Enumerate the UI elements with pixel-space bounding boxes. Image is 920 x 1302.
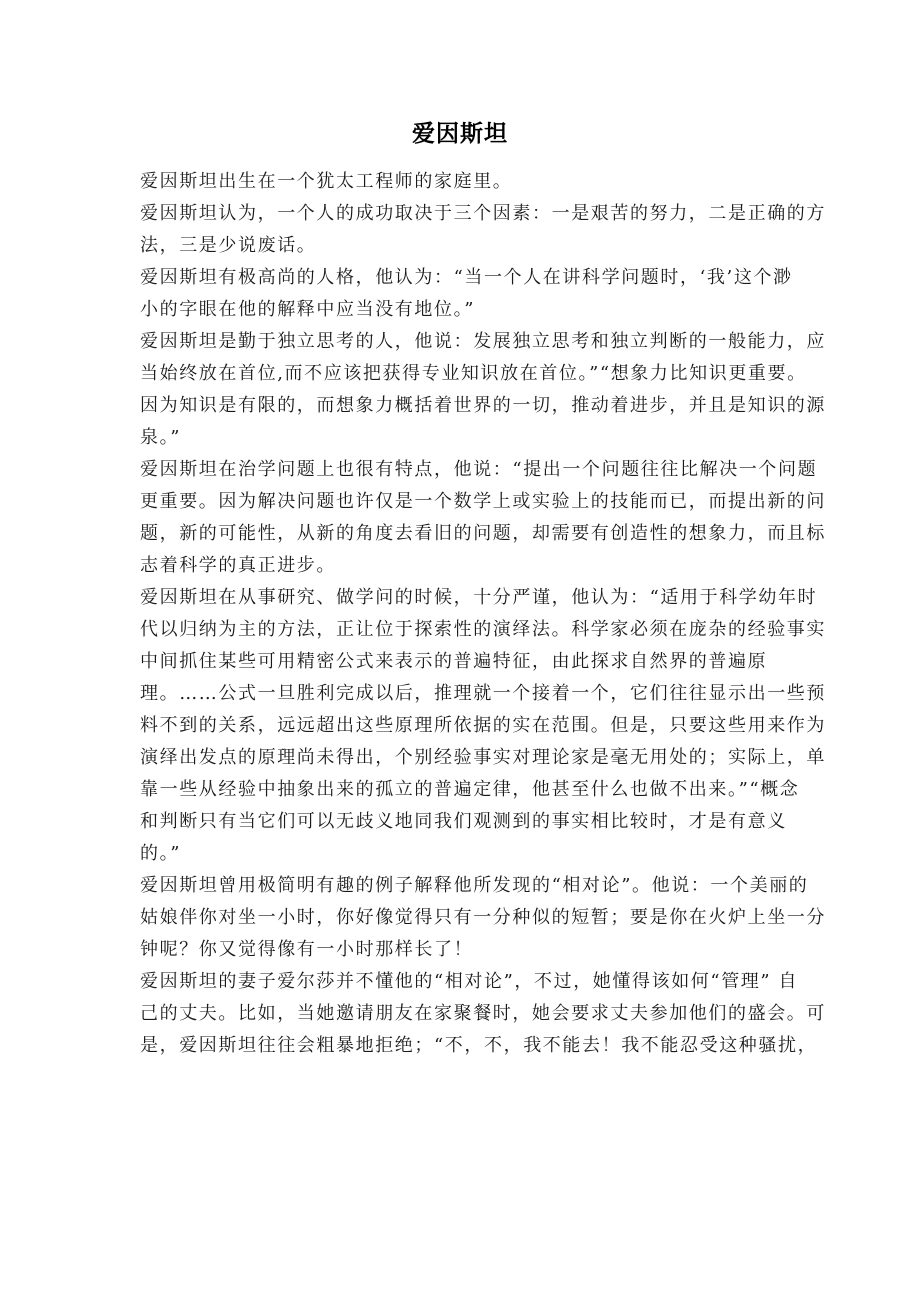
- paragraph-birth: [140, 166, 785, 198]
- document-title: 爱因斯坦: [412, 121, 508, 147]
- text-line: 志着科学的真正进步。: [140, 555, 336, 576]
- text-line: 更重要。因为解决问题也许仅是一个数学上或实验上的技能而已，而提出新的问: [140, 491, 826, 512]
- text-line: 己的丈夫。比如，当她邀请朋友在家聚餐时，她会要求丈夫参加他们的盛会。可: [140, 1003, 826, 1024]
- text-line: 爱因斯坦是勤于独立思考的人，他说：发展独立思考和独立判断的一般能力，应: [140, 331, 826, 352]
- text-line: 爱因斯坦曾用极简明有趣的例子解释他所发现的“相对论”。他说：一个美丽的: [140, 875, 809, 896]
- text-line: 法，三是少说废话。: [140, 235, 317, 256]
- text-line: 爱因斯坦在从事研究、做学问的时候，十分严谨，他认为：“适用于科学幼年时: [140, 587, 818, 608]
- text-line: 爱因斯坦有极高尚的人格，他认为：“当一个人在讲科学问题时，‘我’这个渺: [140, 267, 793, 288]
- text-line: 当始终放在首位,而不应该把获得专业知识放在首位。”“想象力比知识更重要。: [140, 363, 807, 384]
- text-line: 理。……公式一旦胜利完成以后，推理就一个接着一个，它们往往显示出一些预: [140, 683, 826, 704]
- document-body: [140, 166, 826, 1062]
- text-line: 姑娘伴你对坐一小时，你好像觉得只有一分种似的短暂；要是你在火炉上坐一分: [140, 907, 826, 928]
- text-line: 代以归纳为主的方法，正让位于探索性的演绎法。科学家必须在庞杂的经验事实: [140, 619, 826, 640]
- paragraph-wife-elsa: [140, 966, 826, 1062]
- text-line: 题，新的可能性，从新的角度去看旧的问题，却需要有创造性的想象力，而且标: [140, 523, 826, 544]
- text-line: 靠一些从经验中抽象出来的孤立的普遍定律，他甚至什么也做不出来。”“概念: [140, 779, 800, 800]
- text-line: 和判断只有当它们可以无歧义地同我们观测到的事实相比较时，才是有意义: [140, 811, 787, 832]
- text-line: 因为知识是有限的，而想象力概括着世界的一切，推动着进步，并且是知识的源: [140, 395, 826, 416]
- paragraph-character: [140, 262, 793, 326]
- paragraph-independent-thinking: [140, 326, 826, 454]
- paragraph-rigor: [140, 582, 826, 870]
- text-line: 爱因斯坦认为，一个人的成功取决于三个因素：一是艰苦的努力，二是正确的方: [140, 203, 826, 224]
- text-line: 料不到的关系，远远超出这些原理所依据的实在范围。但是，只要这些用来作为: [140, 715, 826, 736]
- paragraph-success-factors: [140, 198, 826, 262]
- text-line: 演绎出发点的原理尚未得出，个别经验事实对理论家是毫无用处的；实际上，单: [140, 747, 826, 768]
- text-line: 小的字眼在他的解释中应当没有地位。”: [140, 299, 476, 320]
- text-line: 是，爱因斯坦往往会粗暴地拒绝；“不，不，我不能去！我不能忍受这种骚扰，: [140, 1035, 818, 1056]
- text-line: 钟呢？你又觉得像有一小时那样长了！: [140, 939, 474, 960]
- paragraph-scholarship: [140, 454, 826, 582]
- text-line: 泉。”: [140, 427, 182, 448]
- text-line: 爱因斯坦出生在一个犹太工程师的家庭里。: [140, 171, 513, 192]
- text-line: 中间抓住某些可用精密公式来表示的普遍特征，由此探求自然界的普遍原: [140, 651, 768, 672]
- text-line: 爱因斯坦在治学问题上也很有特点，他说：“提出一个问题往往比解决一个问题: [140, 459, 818, 480]
- text-line: 的。”: [140, 843, 182, 864]
- paragraph-relativity-example: [140, 870, 826, 966]
- text-line: 爱因斯坦的妻子爱尔莎并不懂他的“相对论”，不过，她懂得该如何“管理” 自: [140, 971, 799, 992]
